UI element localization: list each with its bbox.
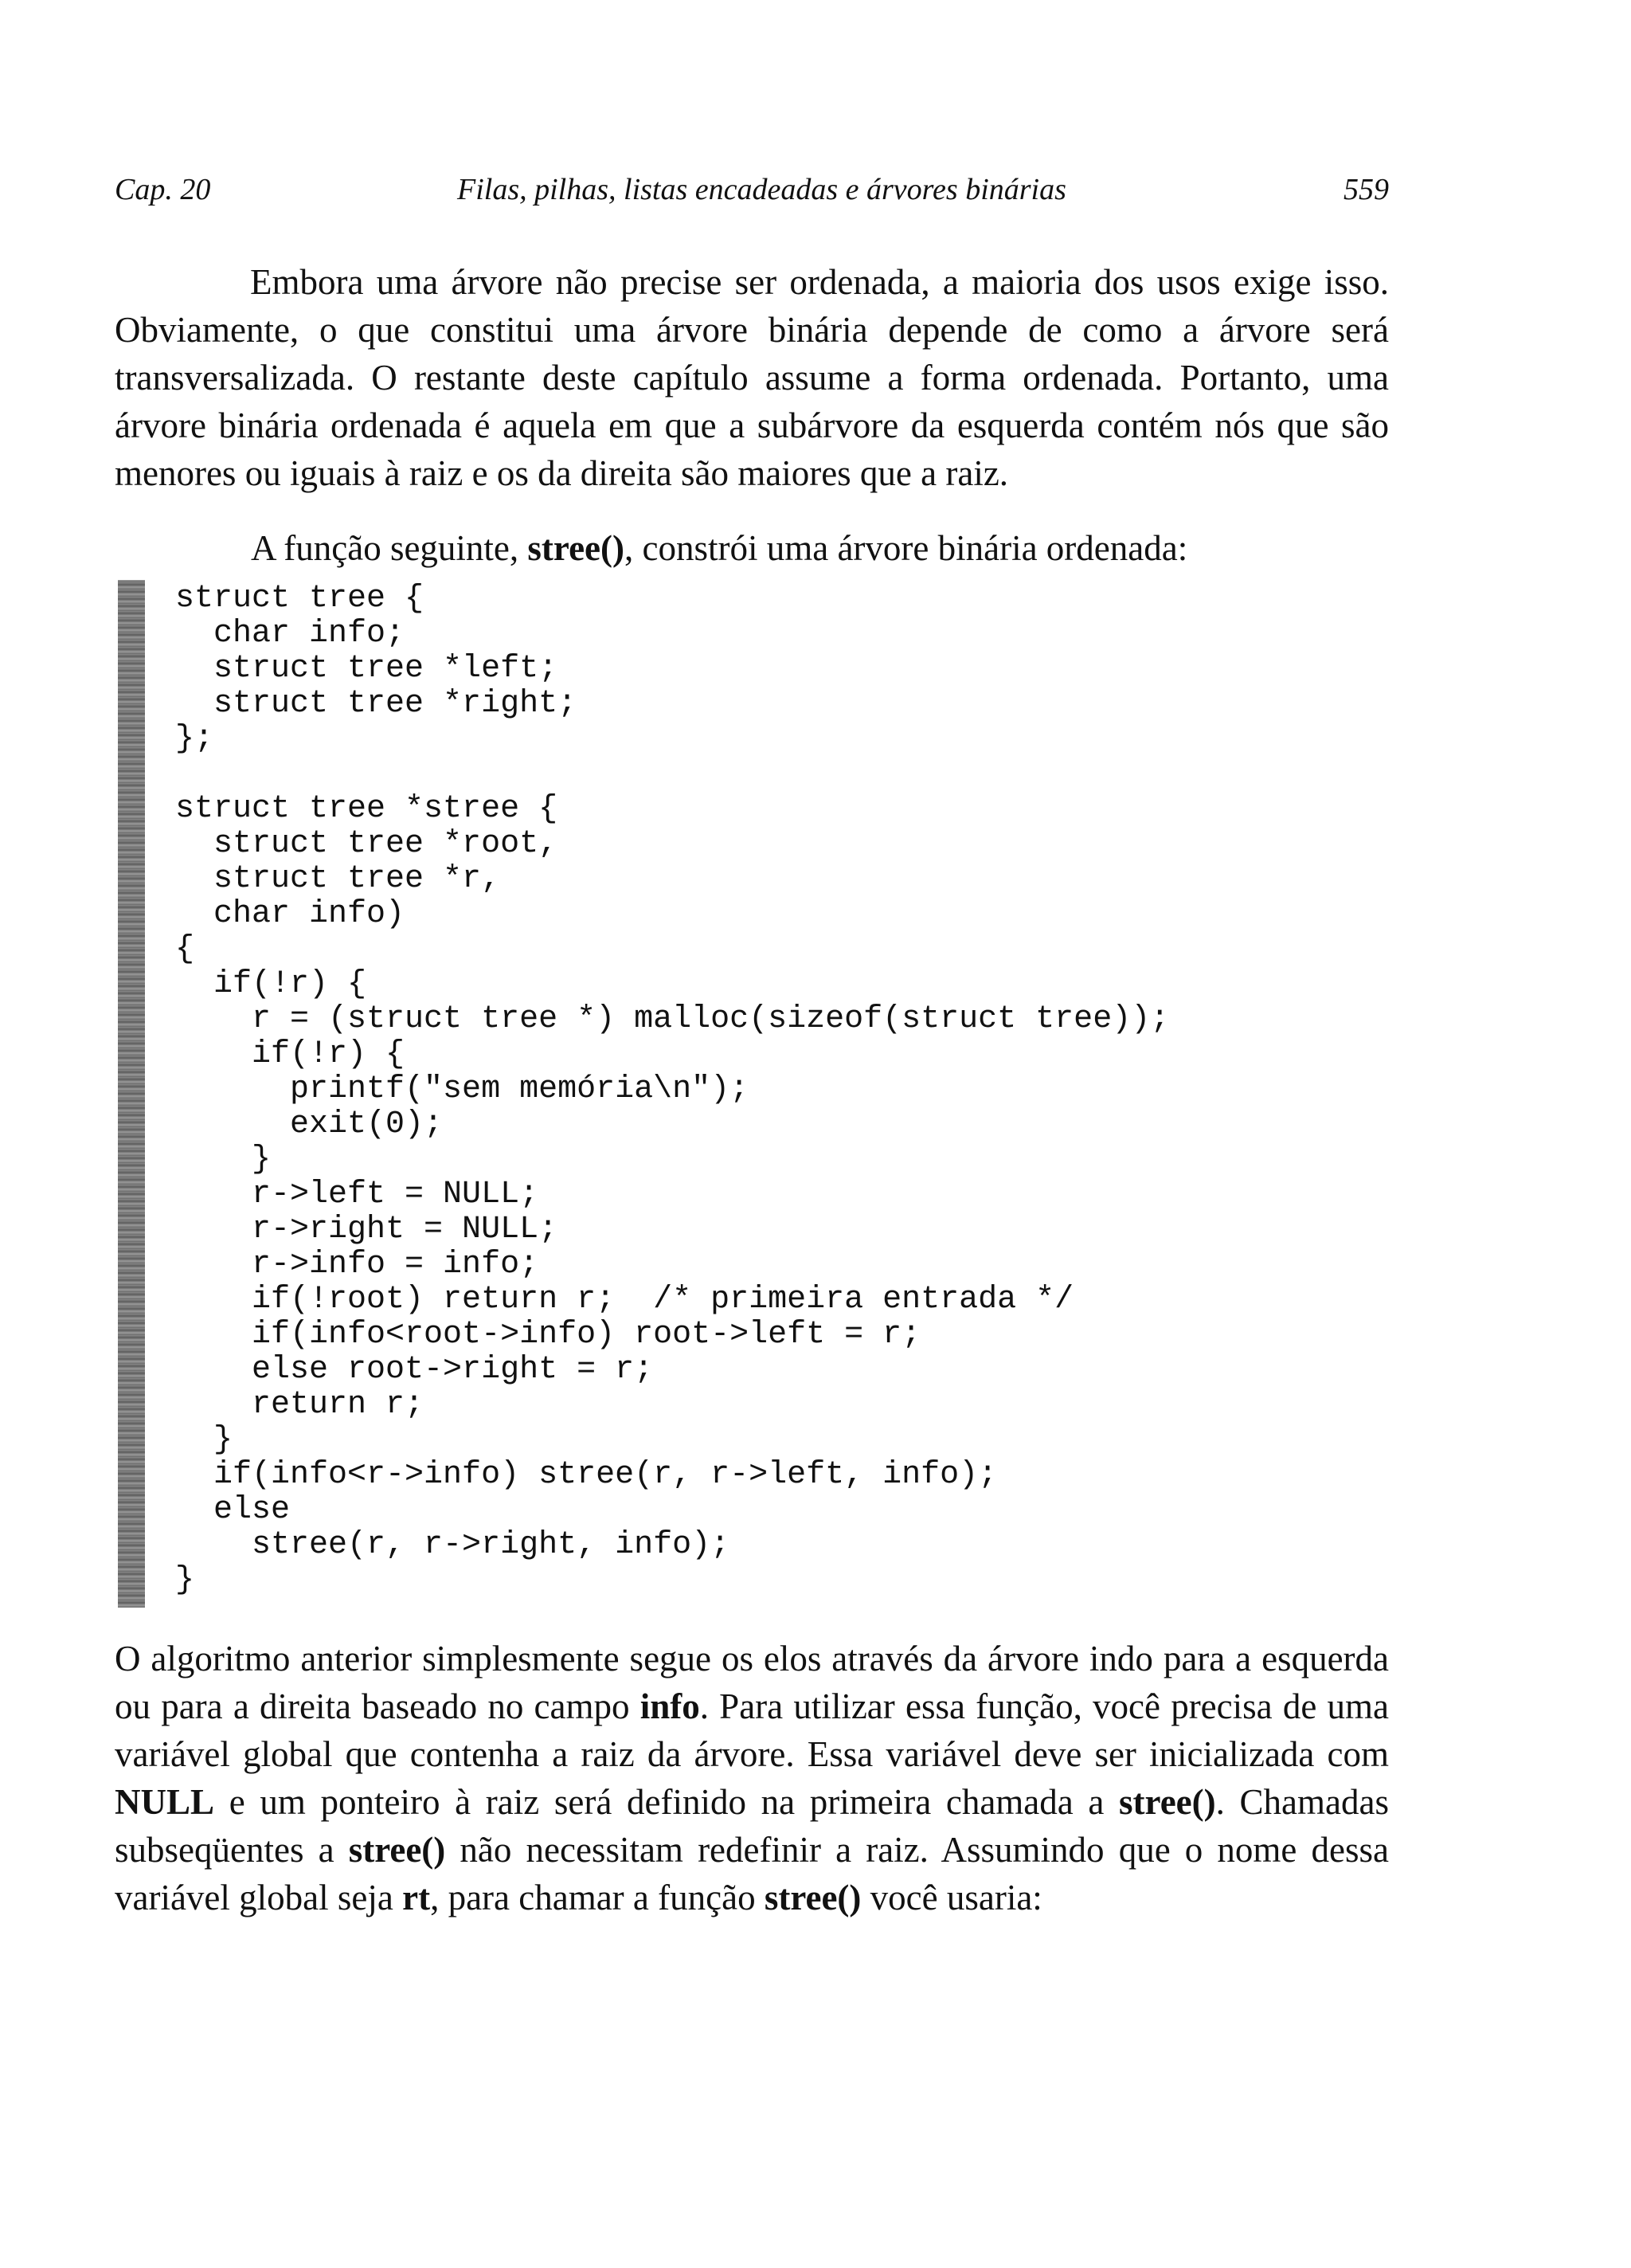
paragraph-function-intro <box>251 524 1406 572</box>
code-listing: struct tree { char info; struct tree *left; struct tree *right; }; struct tree *stree { struct tree *root, struct tree *r, char info) { if(!r) { r = (struct tree *) malloc(sizeof(struct tree)); if(!r) { printf("sem memória\n"); exit(0); } r->left = NULL; r->right = NULL; r->info = info; if(!root) return r; /* primeira entrada */ if(info<root->info) root->left = r; else root->right = r; return r; } if(info<r->info) stree(r, r->left, info); else stree(r, r->right, info); } <box>175 581 1170 1598</box>
running-header <box>115 166 1389 213</box>
null-keyword: NULL <box>115 1782 215 1822</box>
para3-text-7: você usaria: <box>861 1878 1042 1917</box>
para3-text-3: e um ponteiro à raiz será definido na primeira chamada a <box>214 1782 1120 1822</box>
function-name-stree: stree() <box>1119 1782 1216 1822</box>
variable-name-rt: rt <box>402 1878 431 1917</box>
para3-text-6: , para chamar a função <box>430 1878 765 1917</box>
para3-text-1: O algoritmo anterior simplesmente segue os elos através da árvore indo para a esquerda ou para a direita baseado no campo <box>115 1639 1389 1726</box>
para3-text-2: . Para utilizar essa função, você precisa de uma variável global que contenha a raiz da árvore. Essa variável deve ser inicializada com <box>115 1686 1389 1774</box>
chapter-label: Cap. 20 <box>115 173 211 206</box>
para3-text-5: não necessitam redefinir a raiz. Assumindo que o nome dessa variável global seja <box>115 1830 1389 1917</box>
function-name-stree: stree() <box>764 1878 862 1917</box>
paragraph-function-intro-text-1: A função seguinte, <box>251 528 528 568</box>
paragraph-intro-text: Embora uma árvore não precise ser ordenada, a maioria dos usos exige isso. Obviamente, o que constitui uma árvore binária depende de como a árvore será transversalizada. O restante deste capítulo assume a forma ordenada. Portanto, uma árvore binária ordenada é aquela em que a subárvore da esquerda contém nós que são menores ou iguais à raiz e os da direita são maiores que a raiz. <box>115 262 1389 493</box>
field-name-info: info <box>639 1686 700 1726</box>
function-name-stree: stree() <box>527 528 624 568</box>
function-name-stree: stree() <box>348 1830 446 1870</box>
page-number: 559 <box>1344 173 1389 206</box>
paragraph-algorithm-explanation <box>115 1635 1389 1921</box>
paragraph-function-intro-text-2: , constrói uma árvore binária ordenada: <box>624 528 1188 568</box>
code-margin-bar <box>118 580 145 1608</box>
running-title: Filas, pilhas, listas encadeadas e árvores binárias <box>457 173 1066 206</box>
para3-text-4: . Chamadas subseqüentes a <box>115 1782 1389 1870</box>
paragraph-intro <box>115 258 1389 497</box>
